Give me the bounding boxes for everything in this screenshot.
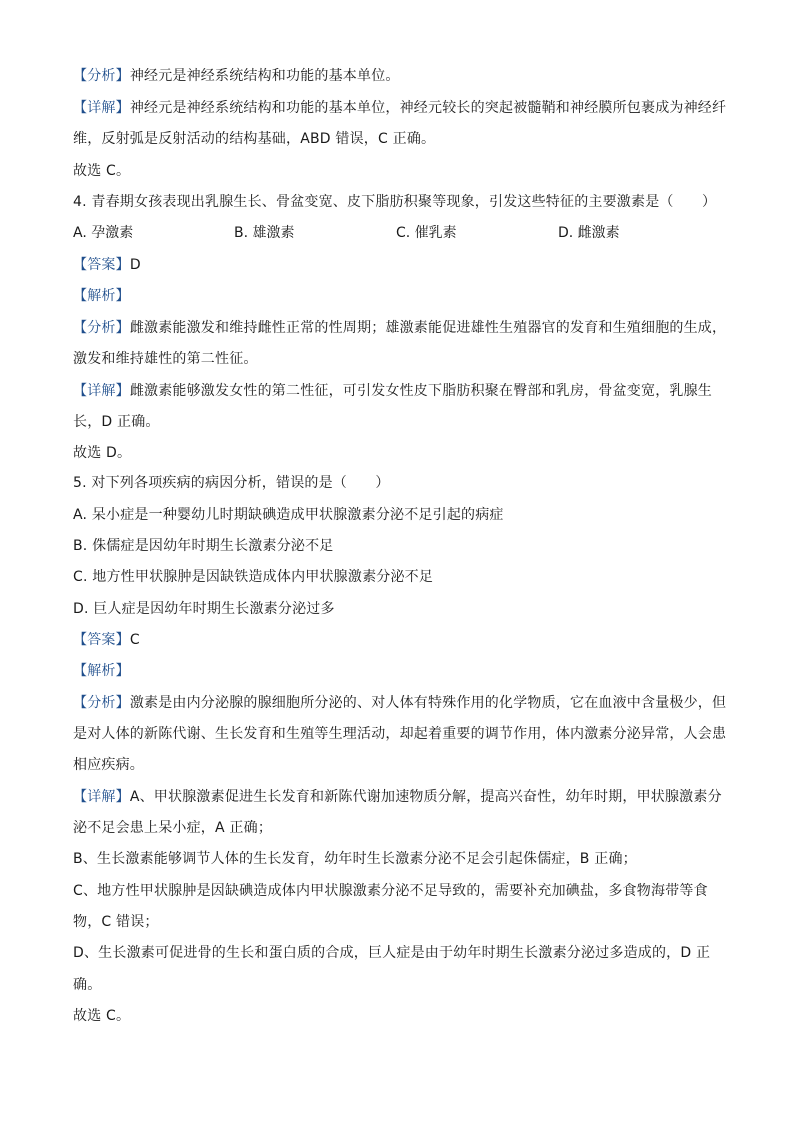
answer-value: D [129, 257, 141, 273]
q5-stem: 5. 对下列各项疾病的病因分析，错误的是（ ） [73, 475, 390, 491]
answer-tag: 【答案】 [73, 257, 130, 273]
q4-option-b: B. 雄激素 [234, 225, 295, 241]
detail-text: 神经元是神经系统结构和功能的基本单位，神经元较长的突起被髓鞘和神经膜所包裹成为神经纤 [129, 100, 727, 116]
q4-analysis-line-2: 激发和维持雄性的第二性征。 [73, 351, 258, 367]
q3-detail-line-2: 维，反射弧是反射活动的结构基础，ABD 错误，C 正确。 [73, 131, 436, 147]
answer-tag: 【答案】 [73, 632, 130, 648]
q5-option-d: D. 巨人症是因幼年时期生长激素分泌过多 [73, 601, 335, 617]
detail-tag: 【详解】 [73, 383, 130, 399]
q4-option-c: C. 催乳素 [396, 225, 457, 241]
q5-detail-d-line-2: 确。 [73, 977, 102, 993]
analysis-text: 雌激素能激发和维持雌性正常的性周期；雄激素能促进雄性生殖器官的发育和生殖细胞的生成， [129, 320, 727, 336]
analysis-tag: 【分析】 [73, 320, 130, 336]
q3-detail-line-1 [73, 98, 726, 118]
q5-analysis-line-1 [73, 693, 726, 713]
q5-option-a: A. 呆小症是一种婴幼儿时期缺碘造成甲状腺激素分泌不足引起的病症 [73, 507, 504, 523]
q5-explanation-tag: 【解析】 [73, 663, 130, 679]
q4-explanation-tag: 【解析】 [73, 288, 130, 304]
analysis-tag: 【分析】 [73, 68, 130, 84]
detail-text: 雌激素能够激发女性的第二性征，可引发女性皮下脂肪积聚在臀部和乳房，骨盆变宽，乳腺生 [129, 383, 713, 399]
q4-stem: 4. 青春期女孩表现出乳腺生长、骨盆变宽、皮下脂肪积聚等现象，引发这些特征的主要激素是（ ） [73, 194, 717, 210]
q3-analysis-line [73, 66, 400, 86]
q5-detail-c-line-2: 物，C 错误； [73, 914, 159, 930]
q5-detail-line-1 [73, 787, 722, 807]
q5-option-c: C. 地方性甲状腺肿是因缺铁造成体内甲状腺激素分泌不足 [73, 569, 434, 585]
q5-conclusion: 故选 C。 [73, 1008, 131, 1024]
q4-analysis-line-1 [73, 318, 726, 338]
analysis-text: 激素是由内分泌腺的腺细胞所分泌的、对人体有特殊作用的化学物质，它在血液中含量极少，但 [129, 695, 727, 711]
detail-tag: 【详解】 [73, 789, 130, 805]
analysis-text: 神经元是神经系统结构和功能的基本单位。 [129, 68, 400, 84]
q5-detail-d-line-1: D、生长激素可促进骨的生长和蛋白质的合成，巨人症是由于幼年时期生长激素分泌过多造成的，D 正 [73, 945, 711, 961]
q5-detail-b-line: B、生长激素能够调节人体的生长发育，幼年时生长激素分泌不足会引起侏儒症，B 正确； [73, 851, 637, 867]
q3-conclusion: 故选 C。 [73, 163, 131, 179]
q4-detail-line-1 [73, 381, 712, 401]
q5-analysis-line-3: 相应疾病。 [73, 757, 144, 773]
analysis-tag: 【分析】 [73, 695, 130, 711]
q5-detail-line-2: 泌不足会患上呆小症，A 正确； [73, 820, 273, 836]
detail-text: A、甲状腺激素促进生长发育和新陈代谢加速物质分解，提高兴奋性，幼年时期，甲状腺激素分 [129, 789, 722, 805]
detail-tag: 【详解】 [73, 100, 130, 116]
q4-answer-line [73, 255, 141, 275]
q4-option-d: D. 雌激素 [558, 225, 620, 241]
q4-detail-line-2: 长，D 正确。 [73, 414, 160, 430]
q5-detail-c-line-1: C、地方性甲状腺肿是因缺碘造成体内甲状腺激素分泌不足导致的，需要补充加碘盐，多食物海带等食 [73, 883, 708, 899]
q4-option-a: A. 孕激素 [73, 225, 134, 241]
q5-option-b: B. 侏儒症是因幼年时期生长激素分泌不足 [73, 538, 334, 554]
q5-analysis-line-2: 是对人体的新陈代谢、生长发育和生殖等生理活动，却起着重要的调节作用，体内激素分泌异常，人会患 [73, 726, 727, 742]
q4-conclusion: 故选 D。 [73, 445, 132, 461]
answer-value: C [129, 632, 140, 648]
q5-answer-line [73, 630, 140, 650]
